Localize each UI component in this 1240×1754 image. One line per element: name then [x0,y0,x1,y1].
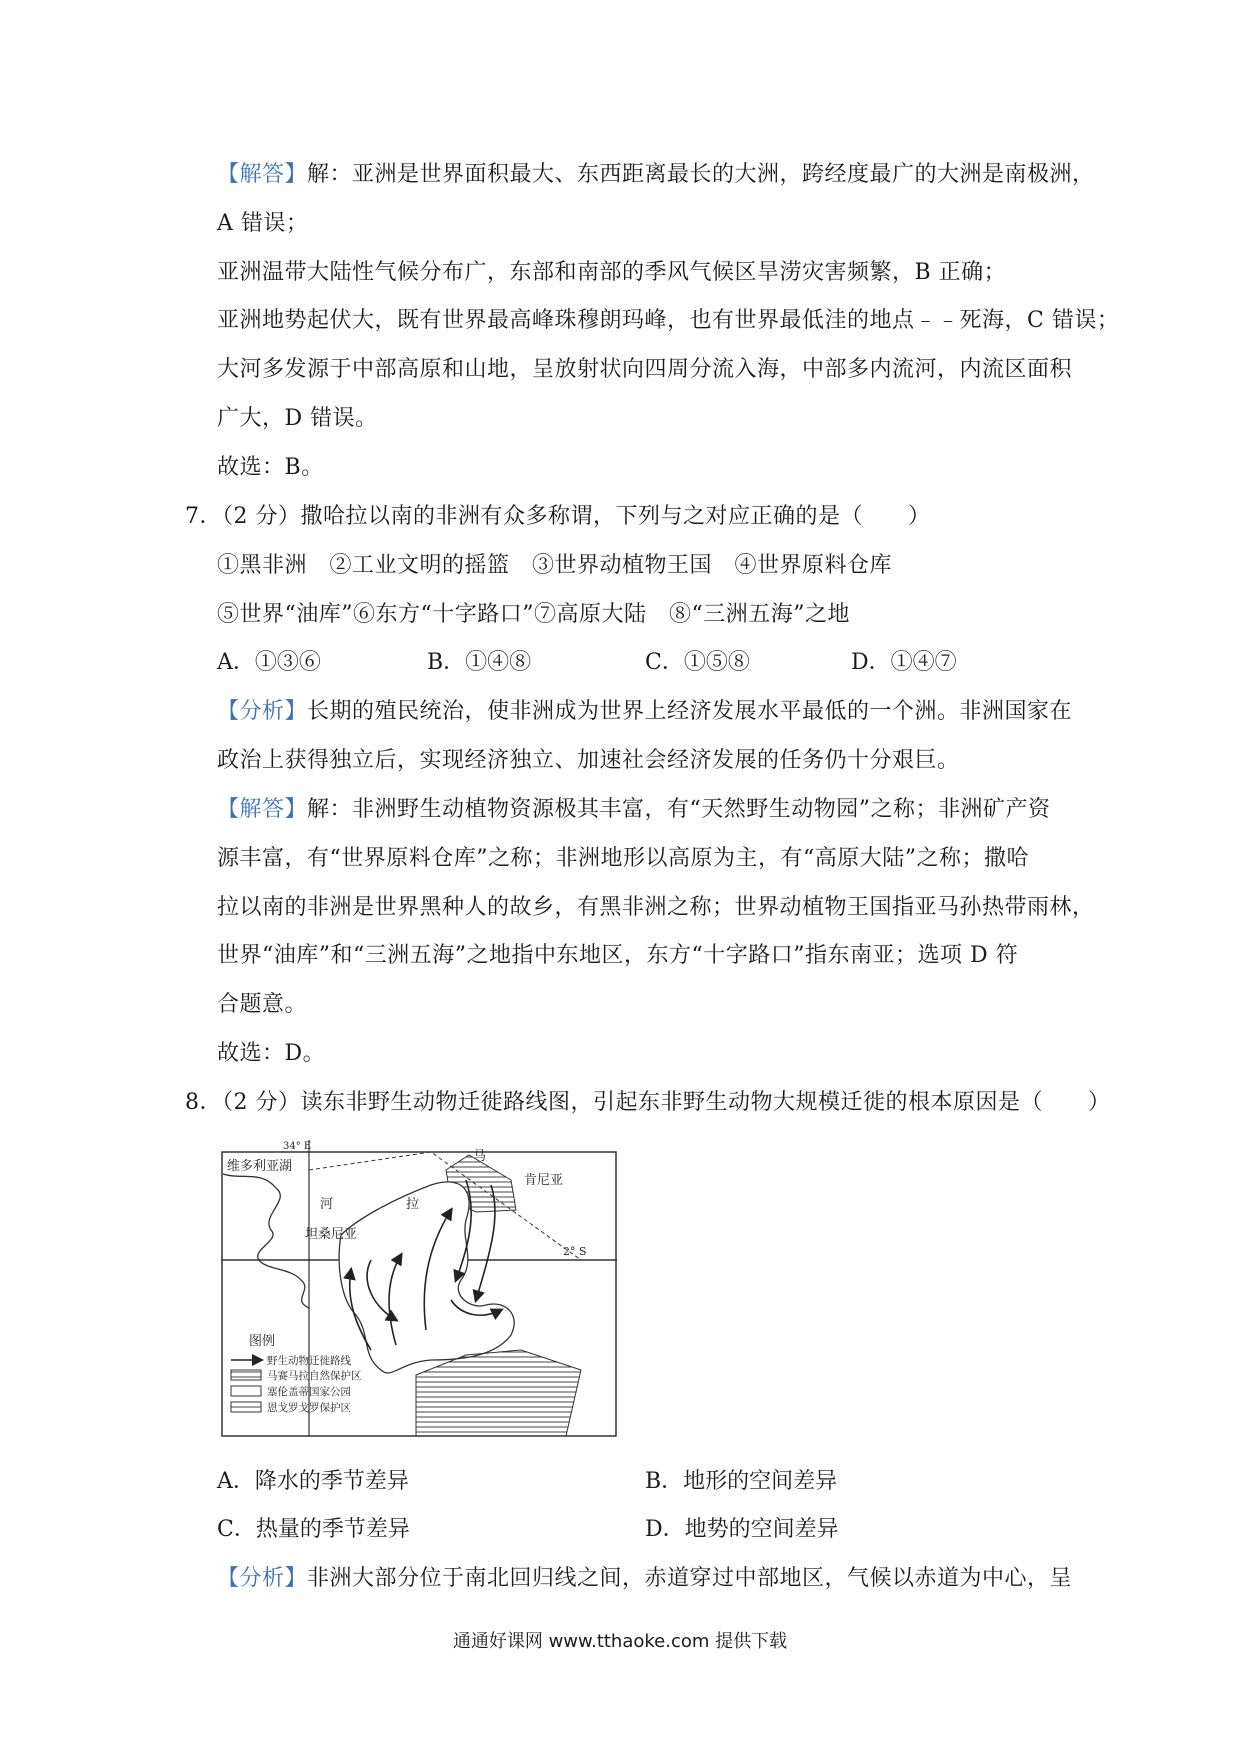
q7-analysis-line-1 [217,697,1073,727]
q7-items-1: ①黑非洲 ②工业文明的摇篮 ③世界动植物王国 ④世界原料仓库 [217,553,893,578]
lon-label: 34° E [283,1141,312,1152]
q7-answer-line-3: 拉以南的非洲是世界黑种人的故乡，有黑非洲之称；世界动植物王国指亚马孙热带雨林， [217,895,1095,920]
q6-answer-line-6: 广大，D 错误。 [217,406,378,431]
legend-ngorongoro: 恩戈罗戈罗保护区 [267,1402,351,1414]
legend-title: 图例 [249,1334,276,1349]
q8-stem: 8．（2 分）读东非野生动物迁徙路线图，引起东非野生动物大规模迁徙的根本原因是（ ） [185,1090,1111,1115]
q7-answer-line-1 [217,795,1067,825]
q7-stem: 7．（2 分）撒哈拉以南的非洲有众多称谓，下列与之对应正确的是（ ） [185,504,931,529]
q6-answer-line-3: 亚洲温带大陆性气候分布广，东部和南部的季风气候区旱涝灾害频繁，B 正确； [217,260,1007,285]
q8-option-c: C．热量的季节差异 [217,1517,410,1542]
q7-answer-text-1: 解：非洲野生动植物资源极其丰富，有“天然野生动物园”之称；非洲矿产资 [307,797,1051,822]
q6-answer-line-1 [217,160,1095,190]
q8-analysis-line-1 [217,1564,1073,1594]
lat-label: 2° S [563,1245,587,1258]
legend-serengeti: 塞伦盖蒂国家公园 [267,1386,351,1398]
q6-answer-line-4: 亚洲地势起伏大，既有世界最高峰珠穆朗玛峰，也有世界最低洼的地点﹣﹣死海，C 错误； [217,308,1120,333]
q6-answer-line-2: A 错误； [217,211,309,236]
q7-choice: 故选：D。 [217,1041,326,1066]
q7-answer-line-5: 合题意。 [217,992,308,1017]
q6-answer-line-5: 大河多发源于中部高原和山地，呈放射状向四周分流入海，中部多内流河，内流区面积 [217,357,1073,382]
q8-analysis-text-1: 非洲大部分位于南北回归线之间，赤道穿过中部地区，气候以赤道为中心，呈 [307,1566,1073,1591]
answer-tag: 【解答】 [217,162,308,187]
q7-option-b: B．①④⑧ [427,650,532,675]
legend-mara: 马赛马拉自然保护区 [267,1370,362,1382]
tanzania-label: 坦桑尼亚 [305,1227,358,1242]
page-footer: 通通好课网 www.tthaoke.com 提供下载 [452,1631,788,1652]
migration-map-svg [221,1140,617,1438]
q7-option-a: A．①③⑥ [217,650,321,675]
q7-option-c: C．①⑤⑧ [645,650,750,675]
he-label: 河 [320,1197,334,1212]
q7-option-d: D．①④⑦ [851,650,957,675]
analysis-tag: 【分析】 [217,1566,308,1591]
answer-tag: 【解答】 [217,797,308,822]
q6-answer-text-1: 解：亚洲是世界面积最大、东西距离最长的大洲，跨经度最广的大洲是南极洲， [307,162,1095,187]
q7-answer-line-4: 世界“油库”和“三洲五海”之地指中东地区，东方“十字路口”指东南亚；选项 D 符 [217,943,1019,968]
q8-option-d: D．地势的空间差异 [645,1517,839,1542]
legend-migration: 野生动物迁徙路线 [267,1355,351,1367]
ma-label: 马 [473,1149,487,1164]
q6-choice: 故选：B。 [217,455,324,480]
kenya-label: 肯尼亚 [524,1173,564,1188]
q7-answer-line-2: 源丰富，有“世界原料仓库”之称；非洲地形以高原为主，有“高原大陆”之称；撒哈 [217,846,1029,871]
migration-map [221,1140,617,1438]
q7-analysis-line-2: 政治上获得独立后，实现经济独立、加速社会经济发展的任务仍十分艰巨。 [217,748,960,773]
q8-option-b: B．地形的空间差异 [645,1469,838,1494]
q8-option-a: A．降水的季节差异 [217,1469,409,1494]
q7-items-2: ⑤世界“油库”⑥东方“十字路口”⑦高原大陆 ⑧“三洲五海”之地 [217,602,850,627]
q7-analysis-text-1: 长期的殖民统治，使非洲成为世界上经济发展水平最低的一个洲。非洲国家在 [307,699,1073,724]
lake-label: 维多利亚湖 [227,1159,293,1174]
la-label: 拉 [406,1197,420,1212]
analysis-tag: 【分析】 [217,699,308,724]
